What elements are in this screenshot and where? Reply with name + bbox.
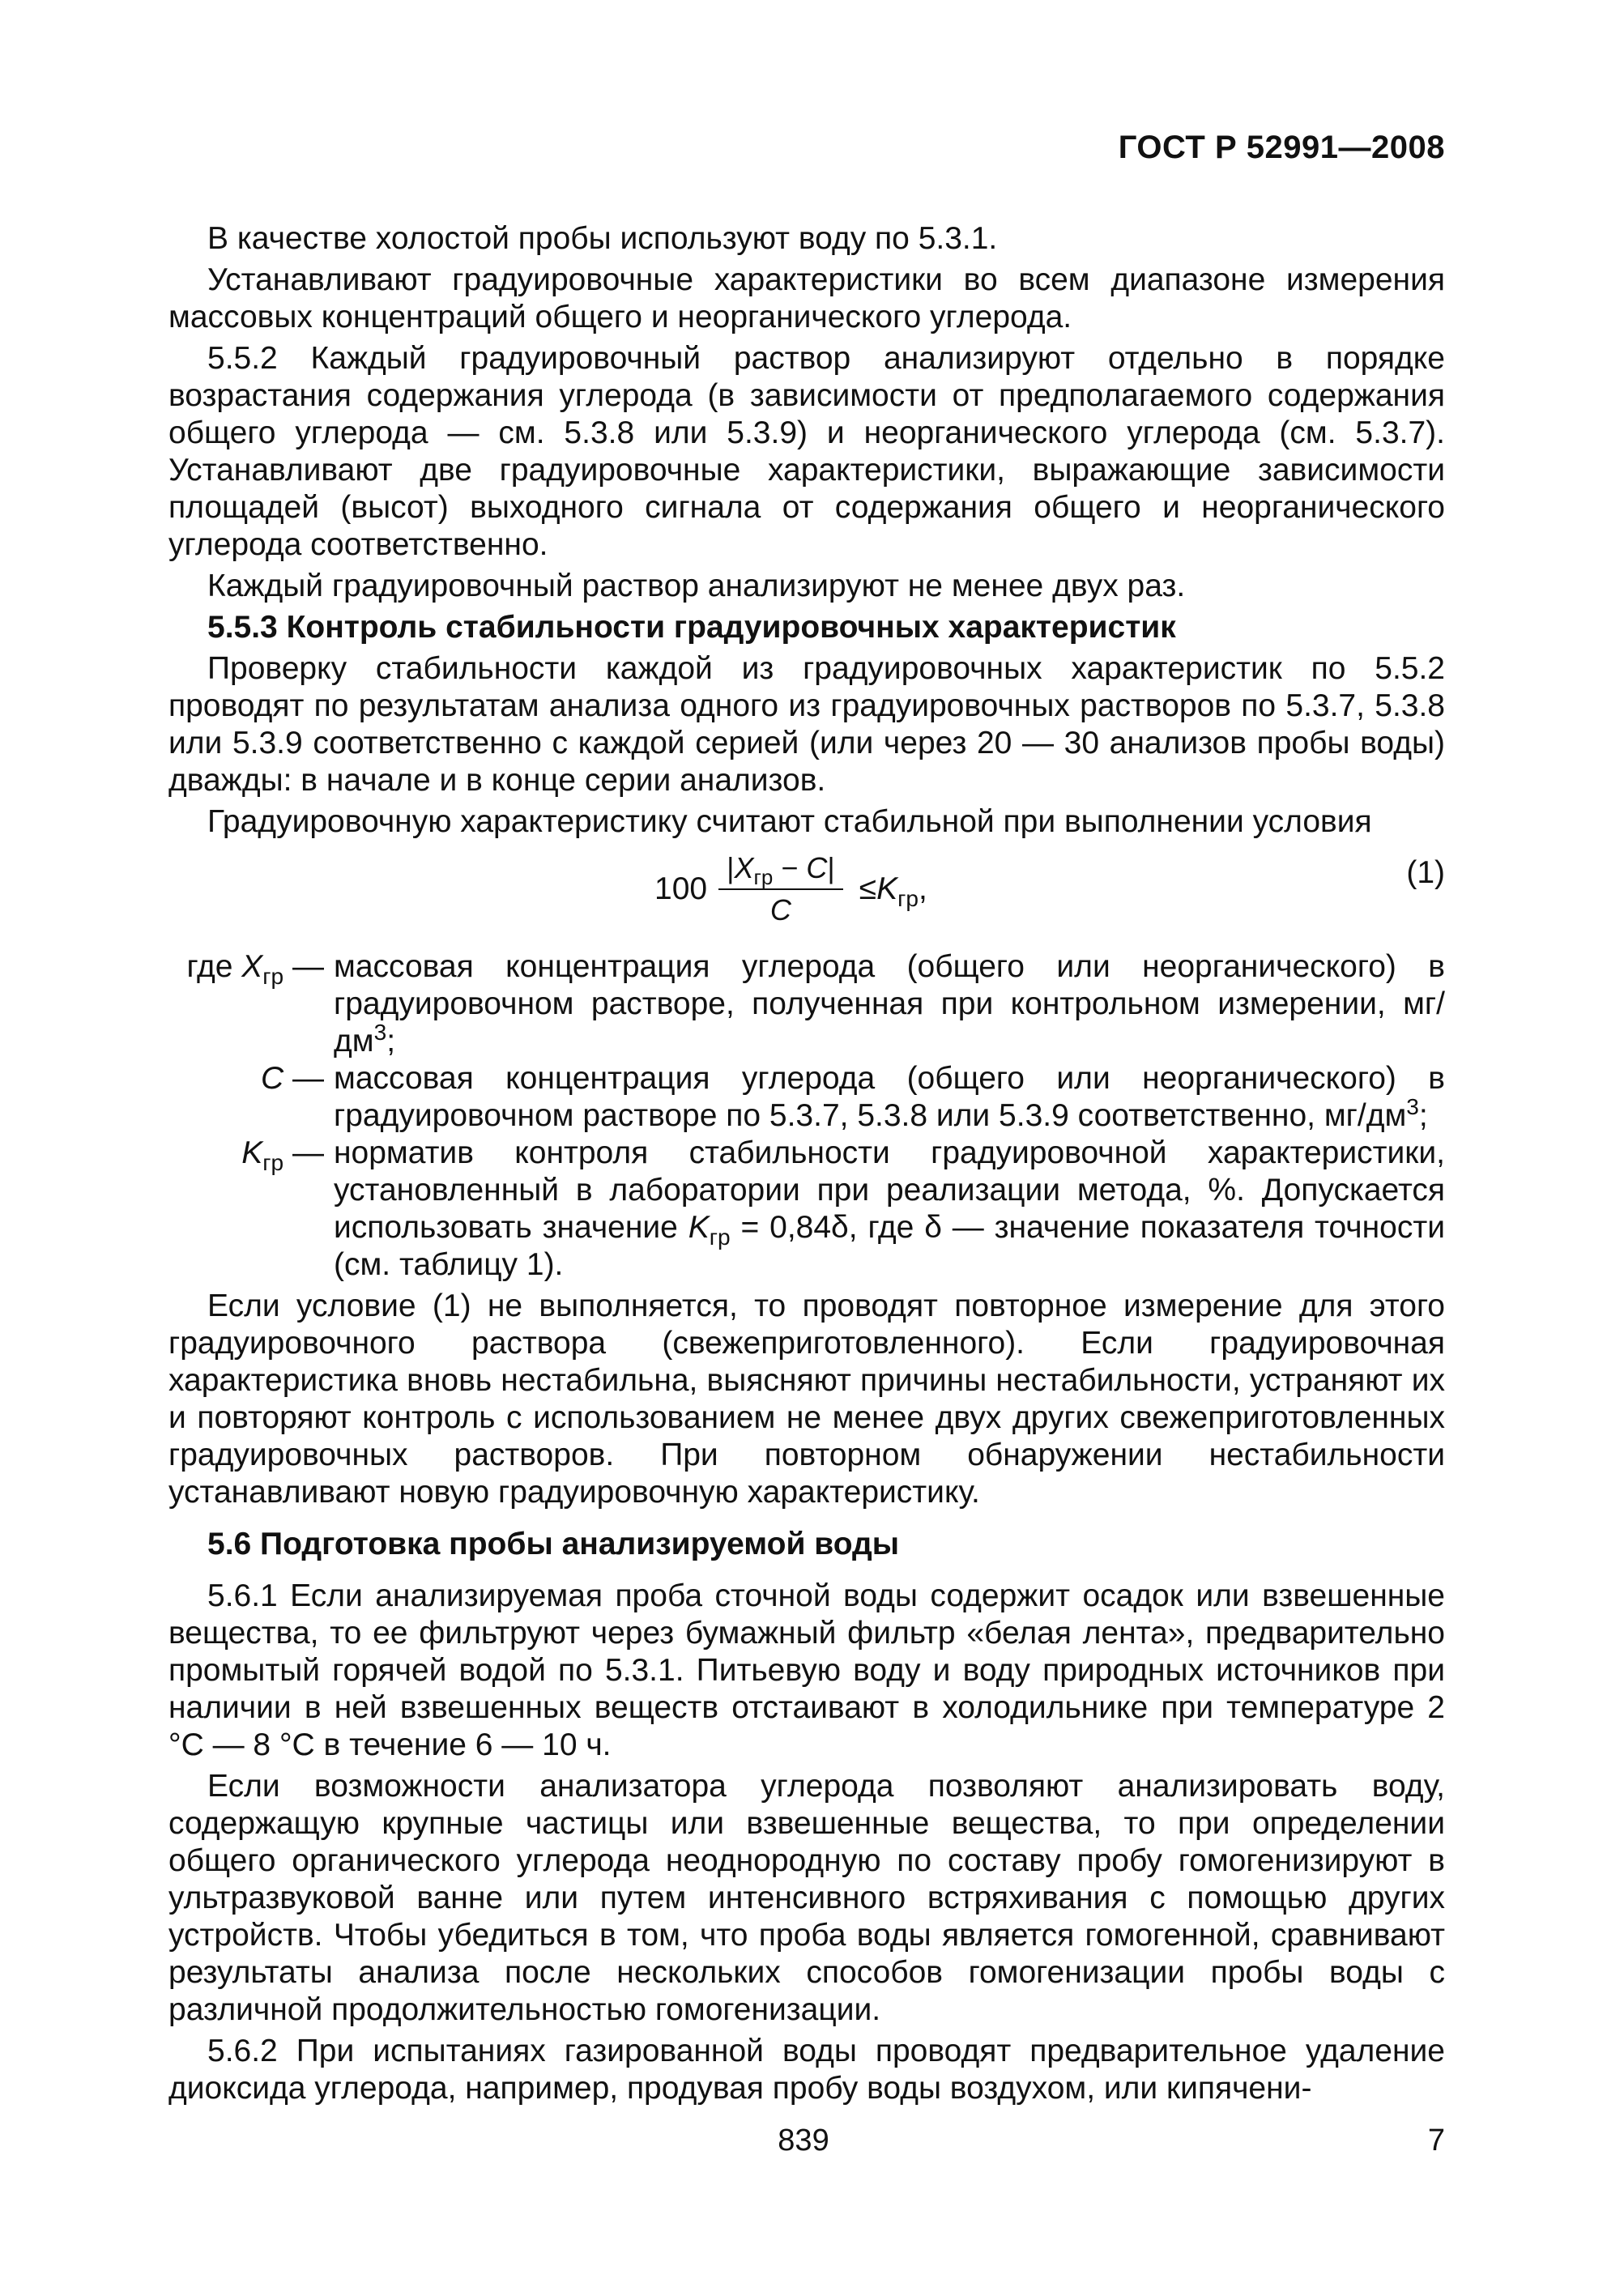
legend-symbol bbox=[168, 1060, 334, 1135]
formula bbox=[654, 850, 927, 929]
equation-number: (1) bbox=[1406, 855, 1445, 890]
paragraph: Если возможности анализатора углерода позволяют анализировать воду, содержащую крупные частицы или взвешенные вещества, то при определении общего органического углерода неоднородную по составу пробу гомогенизируют в ультразвуковой ванне или путем интенсивного встряхивания с помощью других устройств. Чтобы убедиться в том, что проба воды является гомогенной, сравнивают результаты анализа после нескольких способов гомогенизации пробы воды с различной продолжительностью гомогенизации. bbox=[168, 1769, 1445, 2027]
symbol-x: X bbox=[241, 949, 263, 984]
paragraph: Проверку стабильности каждой из градуировочных характеристик по 5.5.2 проводят по результатам анализа одного из градуировочных растворов по 5.3.7, 5.3.8 или 5.3.9 соответственно с каждой серией (или через 20 — 30 анализов пробы воды) дважды: в начале и в конце серии анализов. bbox=[168, 651, 1445, 798]
paragraph: 5.5.2 Каждый градуировочный раствор анализируют отдельно в порядке возрастания содержания углерода (в зависимости от предполагаемого содержания общего углерода — см. 5.3.8 или 5.3.9) и неорганического углерода (см. 5.3.7). Устанавливают две градуировочные характеристики, выражающие зависимости площадей (высот) выходного сигнала от содержания общего и неорганического углерода соответственно. bbox=[168, 341, 1445, 562]
footer-center-number: 839 bbox=[778, 2123, 829, 2158]
var-x: X bbox=[734, 851, 754, 884]
description-text: норматив контроля стабильности градуировочной характеристики, установленный в лаборатории при реализации метода, %. Допускается использовать значение bbox=[334, 1135, 1445, 1245]
symbol-x-subscript: гр bbox=[262, 963, 284, 989]
variable-legend bbox=[168, 948, 1445, 1284]
paragraph: 5.6.2 При испытаниях газированной воды проводят предварительное удаление диоксида углерода, например, продувая пробу воды воздухом, или кипячени- bbox=[168, 2034, 1445, 2106]
legend-symbol bbox=[168, 1135, 334, 1284]
where-word: где bbox=[186, 949, 242, 984]
legend-description bbox=[334, 1135, 1445, 1284]
dash: — bbox=[283, 1061, 324, 1096]
unit-superscript: 3 bbox=[373, 1020, 387, 1045]
dash: — bbox=[283, 949, 324, 984]
formula-fraction bbox=[718, 850, 843, 929]
legend-description bbox=[334, 1060, 1445, 1135]
semicolon: ; bbox=[1418, 1098, 1428, 1133]
legend-row-c bbox=[168, 1060, 1445, 1135]
semicolon: ; bbox=[386, 1024, 396, 1059]
inline-symbol-k: K bbox=[688, 1210, 710, 1245]
symbol-k-subscript: гр bbox=[262, 1149, 284, 1175]
formula-denominator: C bbox=[769, 893, 791, 926]
formula-relation bbox=[859, 871, 927, 911]
symbol-c: C bbox=[260, 1061, 284, 1096]
paragraph: Если условие (1) не выполняется, то проводят повторное измерение для этого градуировочного раствора (свежеприготовленного). Если градуировочная характеристика вновь нестабильна, выясняют причины нестабильности, устраняют их и повторяют контроль с использованием не менее двух других свежеприготовленных градуировочных растворов. При повторном обнаружении нестабильности устанавливают новую градуировочную характеристику. bbox=[168, 1289, 1445, 1510]
document-code: ГОСТ Р 52991—2008 bbox=[1118, 130, 1445, 165]
legend-symbol bbox=[168, 948, 334, 1060]
var-k-subscript: гр bbox=[897, 885, 919, 911]
paragraph: В качестве холостой пробы используют воду по 5.3.1. bbox=[207, 221, 998, 256]
var-c: C bbox=[806, 851, 828, 884]
var-x-subscript: гр bbox=[753, 867, 774, 890]
abs-open: | bbox=[727, 851, 735, 884]
leq-sign: ≤ bbox=[859, 871, 877, 906]
paragraph: Устанавливают градуировочные характеристики во всем диапазоне измерения массовых концентраций общего и неорганического углерода. bbox=[168, 262, 1445, 334]
legend-description bbox=[334, 948, 1445, 1060]
unit-superscript: 3 bbox=[1406, 1094, 1419, 1119]
section-heading: 5.6 Подготовка пробы анализируемой воды bbox=[207, 1527, 900, 1561]
abs-close: | bbox=[827, 851, 835, 884]
paragraph: 5.6.1 Если анализируемая проба сточной воды содержит осадок или взвешенные вещества, то ее фильтруют через бумажный фильтр «белая лента», предварительно промытый горячей водой по 5.3.1. Питьевую воду и воду природных источников при наличии в ней взвешенных веществ отстаивают в холодильнике при температуре 2 °С — 8 °С в течение 6 — 10 ч. bbox=[168, 1578, 1445, 1762]
paragraph: Градуировочную характеристику считают стабильной при выполнении условия bbox=[207, 804, 1372, 839]
description-text: = 0,84δ, где δ — значение показателя точности (см. таблицу 1). bbox=[334, 1210, 1446, 1282]
legend-row-x bbox=[168, 948, 1445, 1060]
inline-symbol-k-subscript: гр bbox=[709, 1224, 731, 1250]
legend-row-k bbox=[168, 1135, 1445, 1284]
page-number: 7 bbox=[1427, 2123, 1445, 2158]
description-text: массовая концентрация углерода (общего или неорганического) в градуировочном растворе, полученная при контрольном измерении, мг/дм bbox=[334, 949, 1445, 1059]
comma: , bbox=[918, 871, 927, 906]
description-text: массовая концентрация углерода (общего или неорганического) в градуировочном растворе по 5.3.7, 5.3.8 или 5.3.9 соответственно, мг/дм bbox=[334, 1061, 1445, 1133]
minus-sign: − bbox=[773, 851, 807, 884]
var-k: K bbox=[876, 871, 898, 906]
section-heading: 5.5.3 Контроль стабильности градуировочных характеристик bbox=[207, 610, 1176, 645]
paragraph: Каждый градуировочный раствор анализируют не менее двух раз. bbox=[207, 569, 1186, 603]
formula-block bbox=[168, 845, 1445, 948]
page-body bbox=[168, 220, 1445, 2111]
formula-coefficient: 100 bbox=[654, 871, 708, 906]
dash: — bbox=[283, 1135, 324, 1170]
formula-numerator bbox=[718, 850, 843, 890]
symbol-k: K bbox=[241, 1135, 263, 1170]
